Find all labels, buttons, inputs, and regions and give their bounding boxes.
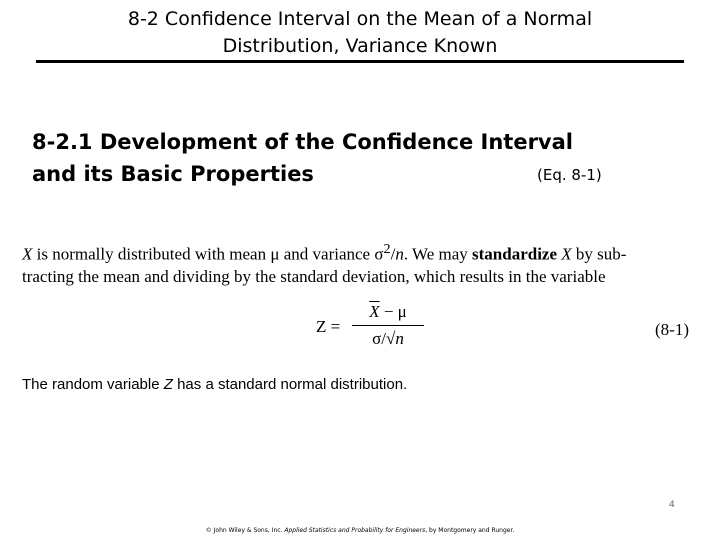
bold-term: standardize <box>472 244 558 264</box>
formula-number: (8-1) <box>655 320 689 339</box>
var-z: Z <box>163 376 173 393</box>
body-text: is normally distributed with mean μ and variance σ <box>32 244 384 264</box>
formula-numerator <box>352 300 424 324</box>
denominator-text: σ/√ <box>372 329 396 348</box>
footer-book-title: Applied Statistics and Probability for Engineers <box>284 527 426 534</box>
denominator-n: n <box>395 329 404 348</box>
formula-fraction <box>352 300 424 351</box>
footer-part: © John Wiley & Sons, Inc. <box>205 527 285 534</box>
fraction-bar <box>352 325 424 326</box>
section-heading-line-1: 8-2.1 Development of the Confidence Interval <box>32 130 573 154</box>
page-number: 4 <box>669 500 675 510</box>
superscript: 2 <box>383 241 391 257</box>
body-line-1 <box>22 238 698 266</box>
var-n: n <box>395 244 404 264</box>
note-text <box>22 376 407 393</box>
slide-title-line-2: Distribution, Variance Known <box>222 35 498 57</box>
var-x: X <box>22 244 33 264</box>
footer-part: , by Montgomery and Runger. <box>425 527 515 534</box>
slide-title <box>40 6 680 60</box>
formula-denominator <box>352 327 424 351</box>
note-part: has a standard normal distribution. <box>172 376 408 393</box>
body-text: by sub- <box>571 244 627 264</box>
x-bar: $\overline{X}$ <box>369 302 380 321</box>
formula-lhs: Z = <box>316 317 341 336</box>
numerator-rest: − μ <box>379 302 407 321</box>
equation-reference: (Eq. 8-1) <box>537 166 602 184</box>
section-heading-line-2: and its Basic Properties <box>32 162 314 186</box>
copyright-footer <box>0 527 720 534</box>
slash: / <box>390 244 396 264</box>
body-paragraph <box>22 238 698 288</box>
body-line-2: tracting the mean and dividing by the standard deviation, which results in the variable <box>22 266 606 286</box>
title-divider <box>36 60 684 63</box>
var-x: X <box>561 244 572 264</box>
body-text: . We may <box>403 244 473 264</box>
note-part: The random variable <box>22 376 164 393</box>
slide-title-line-1: 8-2 Confidence Interval on the Mean of a Normal <box>127 8 593 30</box>
